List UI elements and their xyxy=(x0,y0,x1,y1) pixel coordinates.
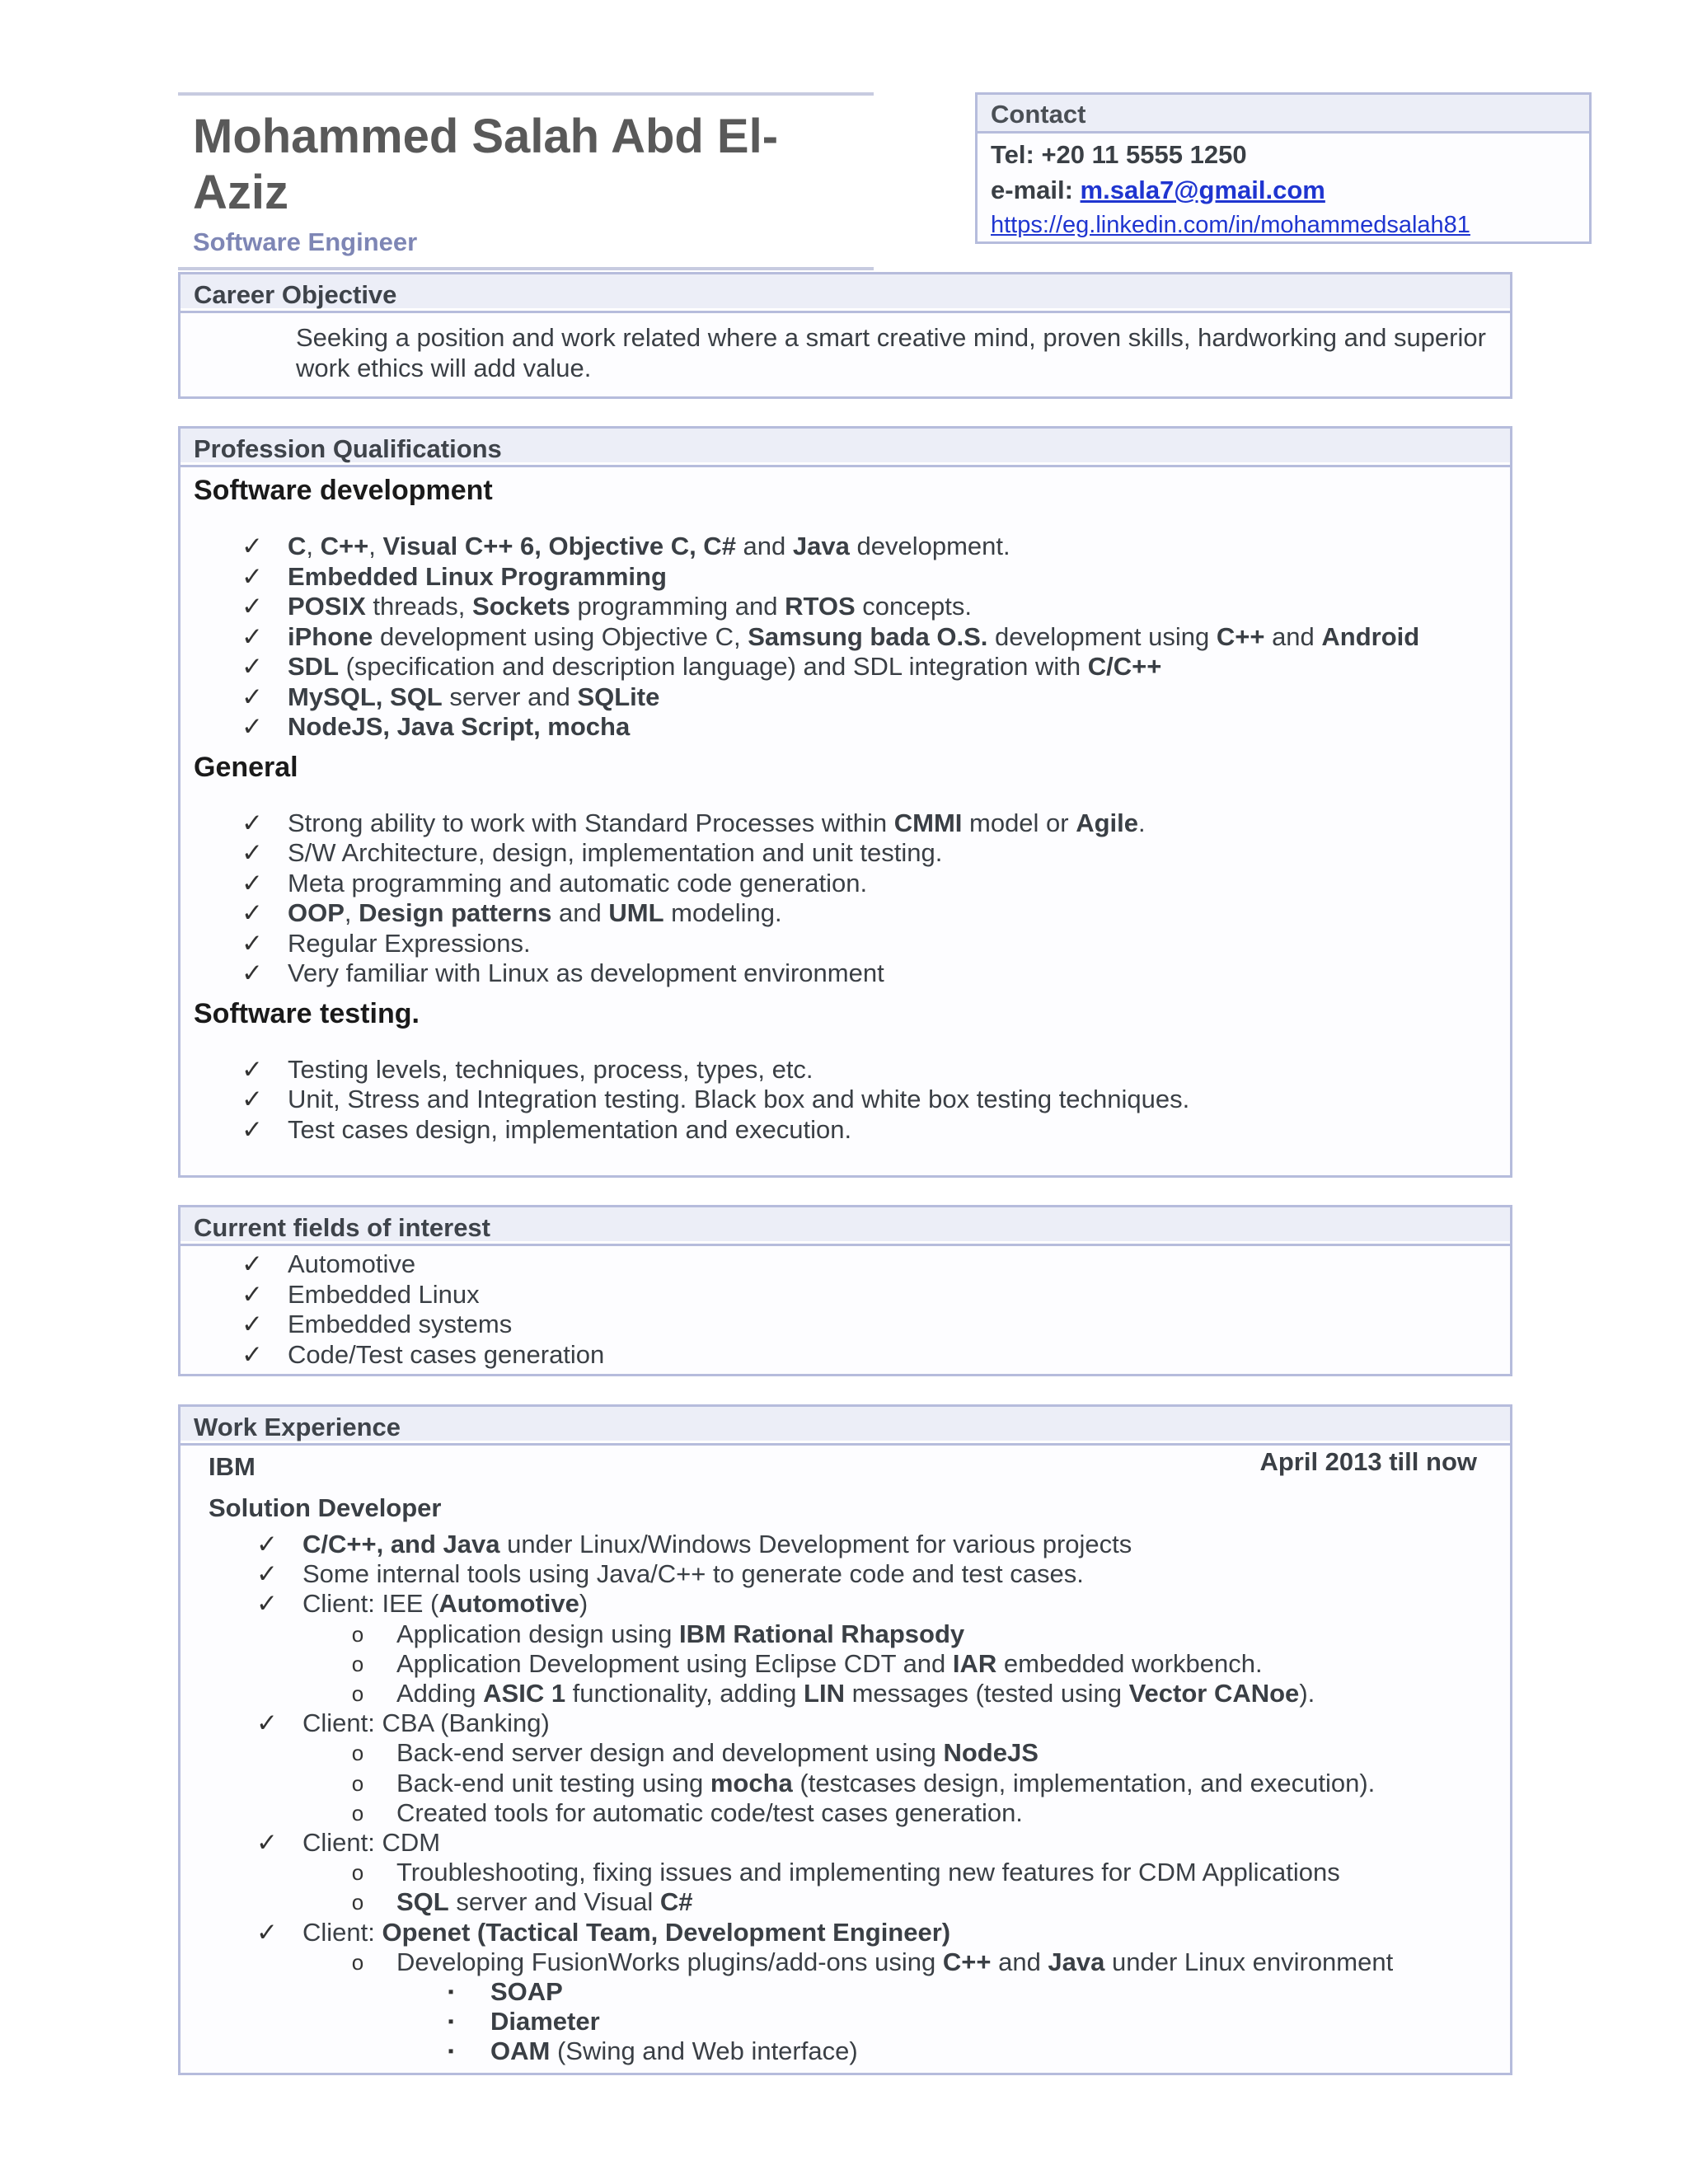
text-run: Some internal tools using Java/C++ to generate code and test cases. xyxy=(302,1559,1084,1589)
text-run: Client: IEE ( xyxy=(302,1589,439,1619)
text-run: CMMI xyxy=(893,808,963,837)
job-details xyxy=(181,1530,1510,2067)
list-item xyxy=(181,1085,1510,1115)
list-item xyxy=(181,838,1510,869)
list-item xyxy=(181,1249,1510,1280)
text-run: , xyxy=(368,532,383,560)
list-item xyxy=(181,898,1510,929)
text-run: ASIC 1 xyxy=(483,1679,566,1708)
square-bullet-icon: ▪ xyxy=(448,2013,454,2032)
list-software-testing xyxy=(181,1055,1510,1146)
work-item-level-3 xyxy=(181,2036,1510,2066)
text-run: (testcases design, implementation, and execution). xyxy=(792,1768,1376,1797)
work-item-level-2 xyxy=(181,1947,1510,1977)
text-run: C xyxy=(288,532,307,560)
section-heading: Work Experience xyxy=(181,1407,1510,1446)
text-run: Back-end server design and development using xyxy=(396,1738,944,1768)
text-run: threads, xyxy=(365,592,473,621)
work-item-level-2 xyxy=(181,1679,1510,1708)
list-item xyxy=(181,562,1510,593)
text-run: Application design using xyxy=(396,1619,679,1648)
check-icon: ✓ xyxy=(241,1310,263,1338)
text-run: Visual C++ 6, Objective C, C# xyxy=(382,532,736,560)
list-item xyxy=(181,652,1510,682)
text-run: Client: xyxy=(302,1917,382,1947)
list-software-development xyxy=(181,532,1510,743)
check-icon: ✓ xyxy=(241,898,263,927)
text-run: under Linux/Windows Development for various projects xyxy=(499,1530,1132,1558)
circle-bullet-icon: o xyxy=(351,1621,364,1647)
work-item-level-1 xyxy=(181,1828,1510,1858)
text-run: Very familiar with Linux as development environment xyxy=(288,958,884,987)
text-run: ) xyxy=(579,1589,588,1619)
check-icon: ✓ xyxy=(241,652,263,681)
text-run: RTOS xyxy=(785,592,856,621)
text-run: Embedded Linux Programming xyxy=(288,561,667,591)
contact-heading: Contact xyxy=(978,95,1589,134)
list-item xyxy=(181,592,1510,622)
text-run: Sockets xyxy=(472,592,570,621)
text-run: , xyxy=(306,532,321,560)
text-run: Embedded systems xyxy=(288,1310,513,1338)
work-item-level-3 xyxy=(181,1977,1510,2007)
text-run: Regular Expressions. xyxy=(288,928,531,958)
text-run: server and Visual xyxy=(448,1887,660,1917)
check-icon: ✓ xyxy=(241,958,263,987)
list-item xyxy=(181,808,1510,839)
text-run: and xyxy=(735,532,793,560)
check-icon: ✓ xyxy=(241,592,263,621)
email-label: e-mail: xyxy=(991,176,1073,204)
email-link[interactable]: m.sala7@gmail.com xyxy=(1080,176,1325,204)
text-run: C++ xyxy=(942,1947,992,1976)
circle-bullet-icon: o xyxy=(351,1890,364,1915)
text-run: NodeJS xyxy=(943,1738,1039,1768)
check-icon: ✓ xyxy=(241,712,263,741)
tel-value: +20 11 5555 1250 xyxy=(1041,140,1247,169)
check-icon: ✓ xyxy=(241,532,263,560)
text-run: development using xyxy=(987,621,1217,651)
check-icon: ✓ xyxy=(241,1339,263,1369)
text-run: development using Objective C, xyxy=(373,621,748,651)
job-position: Solution Developer xyxy=(209,1493,442,1522)
text-run: SQLite xyxy=(577,682,660,711)
text-run: . xyxy=(1138,808,1146,837)
text-run: concepts. xyxy=(855,592,972,621)
text-run: messages (tested using xyxy=(844,1679,1129,1708)
work-item-level-1 xyxy=(181,1918,1510,1947)
list-interests xyxy=(181,1249,1510,1370)
list-item xyxy=(181,1340,1510,1371)
text-run: C++ xyxy=(320,532,369,560)
circle-bullet-icon: o xyxy=(351,1681,364,1707)
linkedin-link[interactable]: https://eg.linkedin.com/in/mohammedsalah81 xyxy=(991,212,1470,238)
text-run: model or xyxy=(962,808,1076,837)
circle-bullet-icon: o xyxy=(351,1800,364,1825)
text-run: iPhone xyxy=(288,621,373,651)
text-run: modeling. xyxy=(663,898,782,927)
list-item xyxy=(181,712,1510,743)
text-run: SDL xyxy=(288,652,339,681)
work-item-level-2 xyxy=(181,1619,1510,1649)
text-run: Application Development using Eclipse CDT and xyxy=(396,1648,953,1678)
contact-box xyxy=(975,92,1592,244)
text-run: (Swing and Web interface) xyxy=(550,2036,858,2066)
work-item-level-3 xyxy=(181,2007,1510,2036)
circle-bullet-icon: o xyxy=(351,1741,364,1766)
list-item xyxy=(181,958,1510,989)
objective-text xyxy=(181,313,1510,383)
list-item xyxy=(181,622,1510,653)
list-item xyxy=(181,1115,1510,1146)
text-run: Adding xyxy=(396,1679,484,1708)
text-run: Client: CBA (Banking) xyxy=(302,1708,550,1738)
text-run: C/C++, and Java xyxy=(302,1530,500,1558)
work-item-level-2 xyxy=(181,1887,1510,1917)
check-icon: ✓ xyxy=(241,682,263,711)
text-run: Automotive xyxy=(438,1589,579,1619)
check-icon: ✓ xyxy=(241,928,263,958)
text-run: Samsung bada O.S. xyxy=(748,621,988,651)
objective-line: Seeking a position and work related where a smart creative mind, proven skills, hardworking and superior xyxy=(296,323,1486,352)
work-item-level-2 xyxy=(181,1798,1510,1828)
text-run: Automotive xyxy=(288,1249,416,1278)
text-run: IBM Rational Rhapsody xyxy=(678,1619,965,1648)
work-item-level-1 xyxy=(181,1589,1510,1619)
text-run: Test cases design, implementation and execution. xyxy=(288,1114,852,1144)
check-icon: ✓ xyxy=(241,808,263,837)
text-run: Java xyxy=(1048,1947,1105,1976)
text-run: UML xyxy=(608,898,664,927)
circle-bullet-icon: o xyxy=(351,1860,364,1886)
contact-tel xyxy=(978,137,1589,172)
text-run: Design patterns xyxy=(359,898,552,927)
text-run: MySQL, SQL xyxy=(288,682,443,711)
text-run: under Linux environment xyxy=(1104,1947,1394,1976)
section-heading: Career Objective xyxy=(181,274,1510,313)
circle-bullet-icon: o xyxy=(351,1770,364,1796)
name-block xyxy=(178,92,874,270)
check-icon: ✓ xyxy=(241,1279,263,1309)
check-icon: ✓ xyxy=(256,1708,278,1738)
text-run: Embedded Linux xyxy=(288,1279,480,1309)
check-icon: ✓ xyxy=(241,621,263,651)
list-item xyxy=(181,929,1510,959)
text-run: Openet (Tactical Team, Development Engineer) xyxy=(382,1917,951,1947)
text-run: Vector CANoe xyxy=(1128,1679,1300,1708)
section-heading: Profession Qualifications xyxy=(181,429,1510,467)
candidate-name: Mohammed Salah Abd El-Aziz xyxy=(193,110,779,219)
text-run: and xyxy=(1264,621,1322,651)
text-run: C# xyxy=(659,1887,693,1917)
check-icon: ✓ xyxy=(241,1054,263,1084)
text-run: server and xyxy=(442,682,578,711)
text-run: Diameter xyxy=(490,2007,600,2036)
tel-label: Tel: xyxy=(991,140,1034,169)
work-item-level-2 xyxy=(181,1769,1510,1798)
text-run: mocha xyxy=(710,1768,793,1797)
text-run: Agile xyxy=(1076,808,1139,837)
circle-bullet-icon: o xyxy=(351,1949,364,1975)
work-experience-section xyxy=(178,1404,1512,2075)
job-dates: April 2013 till now xyxy=(1259,1447,1477,1476)
text-run: C/C++ xyxy=(1087,652,1162,681)
subheading-general: General xyxy=(194,751,298,783)
work-item-level-1 xyxy=(181,1530,1510,1559)
text-run: Meta programming and automatic code generation. xyxy=(288,868,868,898)
text-run: (specification and description language) and SDL integration with xyxy=(339,652,1088,681)
check-icon: ✓ xyxy=(241,838,263,867)
text-run: programming and xyxy=(570,592,785,621)
text-run: SOAP xyxy=(490,1977,563,2007)
career-objective-section xyxy=(178,272,1512,399)
check-icon: ✓ xyxy=(256,1917,278,1947)
check-icon: ✓ xyxy=(241,1085,263,1113)
text-run: NodeJS, Java Script, mocha xyxy=(288,712,631,741)
job-header xyxy=(181,1446,1510,1492)
check-icon: ✓ xyxy=(241,868,263,898)
work-item-level-1 xyxy=(181,1708,1510,1738)
text-run: Testing levels, techniques, process, types, etc. xyxy=(288,1054,814,1084)
check-icon: ✓ xyxy=(256,1559,278,1589)
list-item xyxy=(181,869,1510,899)
text-run: development. xyxy=(849,532,1010,560)
candidate-title: Software Engineer xyxy=(193,227,418,256)
text-run: SQL xyxy=(396,1887,449,1917)
divider xyxy=(178,92,874,96)
text-run: S/W Architecture, design, implementation and unit testing. xyxy=(288,838,943,867)
square-bullet-icon: ▪ xyxy=(448,1983,454,2002)
circle-bullet-icon: o xyxy=(351,1651,364,1676)
list-item xyxy=(181,1310,1510,1340)
text-run: Java xyxy=(792,532,850,560)
square-bullet-icon: ▪ xyxy=(448,2042,454,2061)
text-run: Developing FusionWorks plugins/add-ons using xyxy=(396,1947,943,1976)
list-general xyxy=(181,808,1510,989)
company-name: IBM xyxy=(209,1452,256,1481)
check-icon: ✓ xyxy=(256,1828,278,1858)
divider xyxy=(178,267,874,270)
text-run: Created tools for automatic code/test cases generation. xyxy=(396,1797,1023,1827)
text-run: LIN xyxy=(804,1679,845,1708)
work-item-level-2 xyxy=(181,1858,1510,1887)
text-run: Back-end unit testing using xyxy=(396,1768,710,1797)
text-run: Android xyxy=(1321,621,1420,651)
text-run: POSIX xyxy=(288,592,366,621)
text-run: OOP xyxy=(288,898,345,927)
text-run: Troubleshooting, fixing issues and implementing new features for CDM Applications xyxy=(396,1858,1340,1887)
text-run: Code/Test cases generation xyxy=(288,1339,605,1369)
subheading-software-testing: Software testing. xyxy=(194,997,420,1029)
text-run: , xyxy=(344,898,359,927)
text-run: Strong ability to work with Standard Processes within xyxy=(288,808,894,837)
objective-line: work ethics will add value. xyxy=(296,353,592,382)
section-heading: Current fields of interest xyxy=(181,1207,1510,1246)
text-run: IAR xyxy=(952,1648,997,1678)
list-item xyxy=(181,532,1510,562)
check-icon: ✓ xyxy=(241,1249,263,1278)
text-run: functionality, adding xyxy=(565,1679,804,1708)
text-run: ). xyxy=(1299,1679,1315,1708)
check-icon: ✓ xyxy=(241,1114,263,1144)
subheading-software-development: Software development xyxy=(194,475,493,506)
list-item xyxy=(181,1280,1510,1310)
contact-email xyxy=(978,172,1589,208)
text-run: Unit, Stress and Integration testing. Black box and white box testing techniques. xyxy=(288,1085,1190,1113)
check-icon: ✓ xyxy=(256,1530,278,1558)
work-item-level-2 xyxy=(181,1649,1510,1679)
qualifications-section xyxy=(178,426,1512,1178)
interests-section xyxy=(178,1205,1512,1376)
text-run: embedded workbench. xyxy=(996,1648,1263,1678)
list-item xyxy=(181,682,1510,713)
text-run: and xyxy=(551,898,609,927)
text-run: C++ xyxy=(1216,621,1265,651)
work-item-level-2 xyxy=(181,1738,1510,1768)
check-icon: ✓ xyxy=(241,561,263,591)
work-item-level-1 xyxy=(181,1559,1510,1589)
contact-linkedin xyxy=(978,208,1589,243)
text-run: Client: CDM xyxy=(302,1828,441,1858)
check-icon: ✓ xyxy=(256,1589,278,1619)
list-item xyxy=(181,1055,1510,1085)
text-run: and xyxy=(991,1947,1048,1976)
text-run: OAM xyxy=(490,2036,551,2066)
